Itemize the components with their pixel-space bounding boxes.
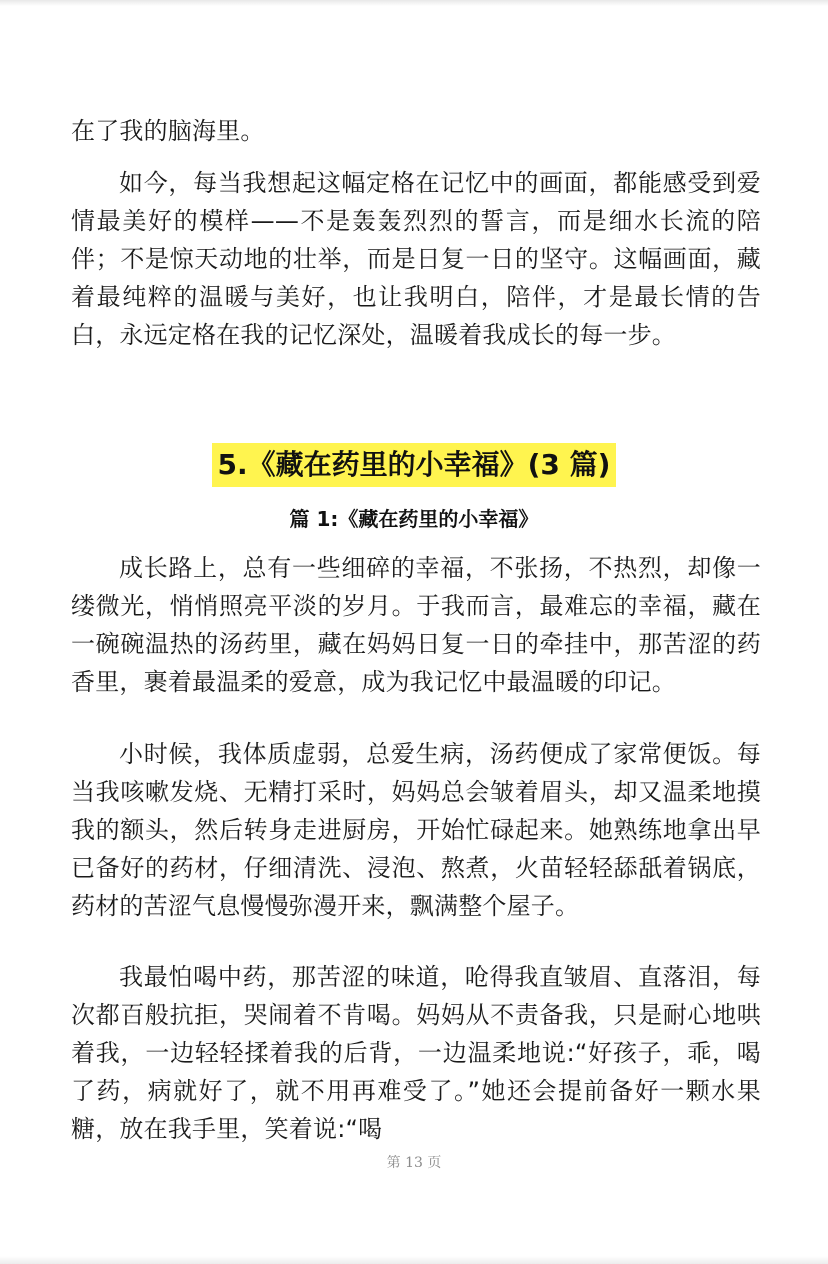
page-top-edge — [0, 0, 828, 6]
essay-title: 篇 1:《藏在药里的小幸福》 — [289, 507, 539, 531]
section-heading — [0, 443, 828, 487]
essay-paragraph: 小时候，我体质虚弱，总爱生病，汤药便成了家常便饭。每当我咳嗽发烧、无精打采时，妈妈总会皱着眉头，却又温柔地摸我的额头，然后转身走进厨房，开始忙碌起来。她熟练地拿出早已备好的药材，仔细清洗、浸泡、熬煮，火苗轻轻舔舐着锅底，药材的苦涩气息慢慢弥漫开来，飘满整个屋子。 — [71, 740, 761, 920]
essay-paragraph: 我最怕喝中药，那苦涩的味道，呛得我直皱眉、直落泪，每次都百般抗拒，哭闹着不肯喝。妈妈从不责备我，只是耐心地哄着我，一边轻轻揉着我的后背，一边温柔地说:“好孩子，乖，喝了药，病就好了，就不用再难受了。”她还会提前备好一颗水果糖，放在我手里，笑着说:“喝 — [71, 963, 761, 1143]
paragraph-conclusion: 如今，每当我想起这幅定格在记忆中的画面，都能感受到爱情最美好的模样——不是轰轰烈烈的誓言，而是细水长流的陪伴；不是惊天动地的壮举，而是日复一日的坚守。这幅画面，藏着最纯粹的温暖与美好，也让我明白，陪伴，才是最长情的告白，永远定格在我的记忆深处，温暖着我成长的每一步。 — [71, 169, 761, 349]
section-heading-text: 5.《藏在药里的小幸福》(3 篇) — [212, 443, 617, 487]
paragraph-continuation: 在了我的脑海里。 — [71, 117, 265, 145]
page-number: 第 13 页 — [386, 1155, 442, 1171]
essay-paragraph: 成长路上，总有一些细碎的幸福，不张扬，不热烈，却像一缕微光，悄悄照亮平淡的岁月。于我而言，最难忘的幸福，藏在一碗碗温热的汤药里，藏在妈妈日复一日的牵挂中，那苦涩的药香里，裹着最温柔的爱意，成为我记忆中最温暖的印记。 — [71, 554, 761, 696]
page-bottom-edge — [0, 1256, 828, 1264]
